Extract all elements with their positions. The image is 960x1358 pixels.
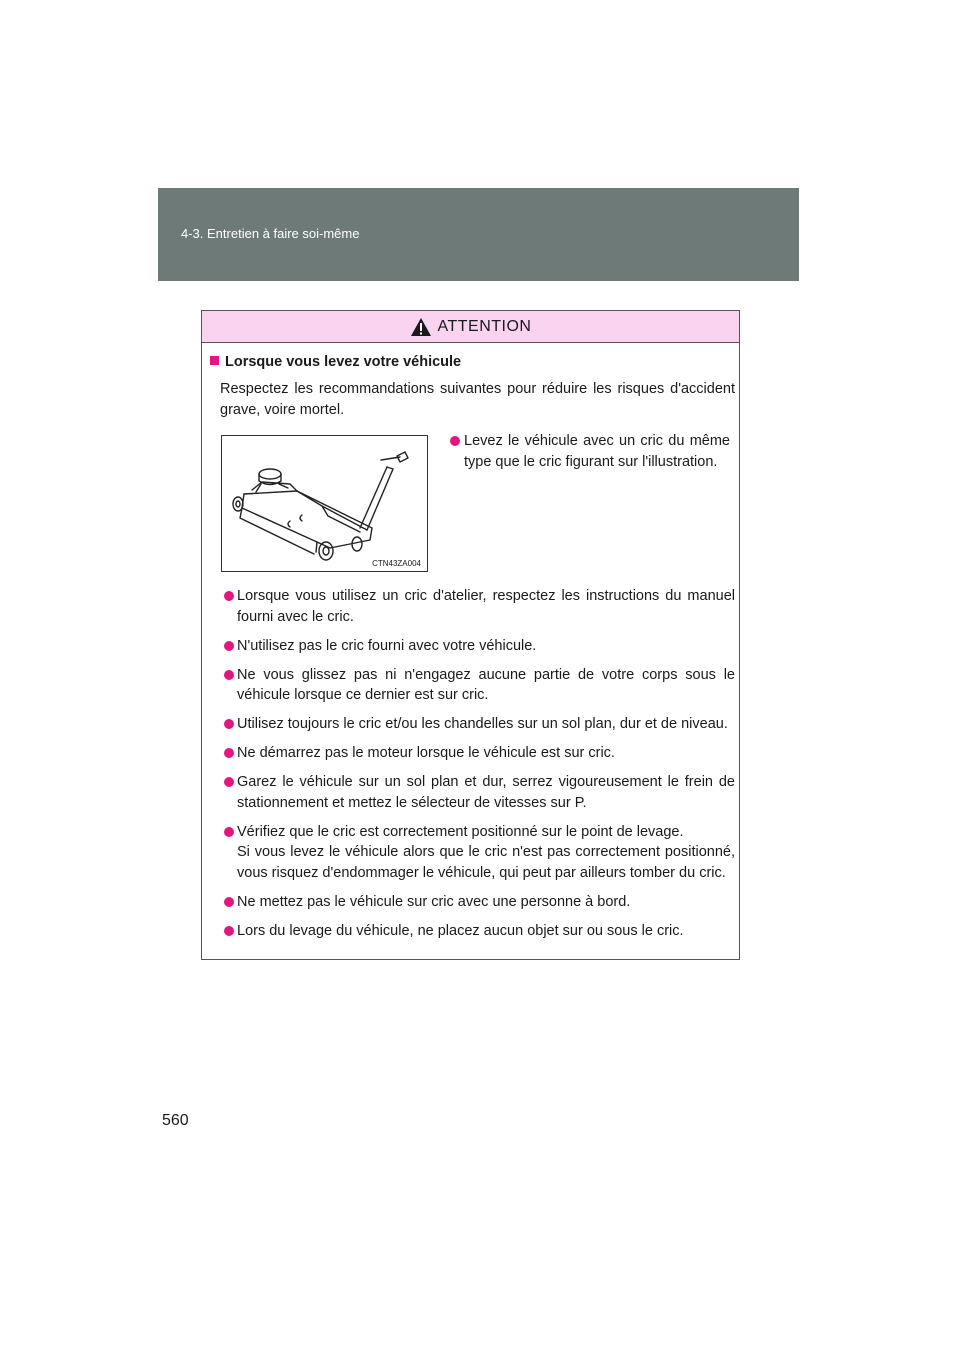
list-item-subtext: Si vous levez le véhicule alors que le cric n'est pas correctement positionné, vous risquez d'endommager le véhicule, qui peut par ailleurs tomber du cric. — [237, 844, 735, 881]
intro-text: Respectez les recommandations suivantes pour réduire les risques d'accident grave, voire mortel. — [220, 381, 735, 418]
list-item — [237, 921, 735, 942]
figure-bullet — [464, 431, 730, 472]
square-bullet-icon — [210, 356, 219, 365]
list-item — [237, 892, 735, 913]
list-item — [237, 714, 735, 735]
bullet-icon — [224, 926, 234, 936]
bullet-icon — [450, 436, 460, 446]
bullet-icon — [224, 719, 234, 729]
list-item-text: Ne vous glissez pas ni n'engagez aucune partie de votre corps sous le véhicule lorsque ce dernier est sur cric. — [237, 666, 735, 703]
list-item — [237, 743, 735, 764]
list-item — [237, 636, 735, 657]
list-item-text: N'utilisez pas le cric fourni avec votre véhicule. — [237, 637, 537, 654]
warning-triangle-icon — [410, 317, 432, 337]
bullet-icon — [224, 641, 234, 651]
bullet-icon — [224, 827, 234, 837]
header-band — [158, 188, 799, 281]
instruction-list — [237, 586, 735, 950]
figure-bullet-text: Levez le véhicule avec un cric du même type que le cric figurant sur l'illustration. — [464, 433, 730, 470]
section-heading-text: Lorsque vous levez votre véhicule — [225, 354, 462, 370]
bullet-icon — [224, 777, 234, 787]
page-number: 560 — [162, 1112, 189, 1129]
list-item — [237, 665, 735, 706]
warning-title: ATTENTION — [437, 317, 532, 335]
list-item-text: Ne démarrez pas le moteur lorsque le véhicule est sur cric. — [237, 745, 615, 761]
list-item — [237, 772, 735, 813]
bullet-icon — [224, 748, 234, 758]
list-item — [237, 822, 735, 884]
section-title: 4-3. Entretien à faire soi-même — [181, 226, 360, 241]
list-item — [237, 586, 735, 627]
warning-box — [201, 310, 740, 960]
list-item-text: Lorsque vous utilisez un cric d'atelier, respectez les instructions du manuel fourni avec le cric. — [237, 588, 735, 625]
warning-header — [202, 311, 739, 343]
bullet-icon — [224, 591, 234, 601]
list-item-text: Garez le véhicule sur un sol plan et dur, serrez vigoureusement le frein de stationnement et mettez le sélecteur de vitesses sur P. — [237, 774, 735, 811]
bullet-icon — [224, 670, 234, 680]
floor-jack-illustration — [221, 435, 428, 572]
list-item-text: Lors du levage du véhicule, ne placez aucun objet sur ou sous le cric. — [237, 922, 684, 939]
list-item-text: Ne mettez pas le véhicule sur cric avec une personne à bord. — [237, 893, 631, 910]
list-item-text: Vérifiez que le cric est correctement positionné sur le point de levage. — [237, 823, 684, 840]
list-item-text: Utilisez toujours le cric et/ou les chandelles sur un sol plan, dur et de niveau. — [237, 716, 728, 732]
figure-code: CTN43ZA004 — [372, 559, 421, 568]
bullet-icon — [224, 897, 234, 907]
floor-jack-drawing — [222, 436, 427, 571]
section-heading — [210, 354, 461, 370]
